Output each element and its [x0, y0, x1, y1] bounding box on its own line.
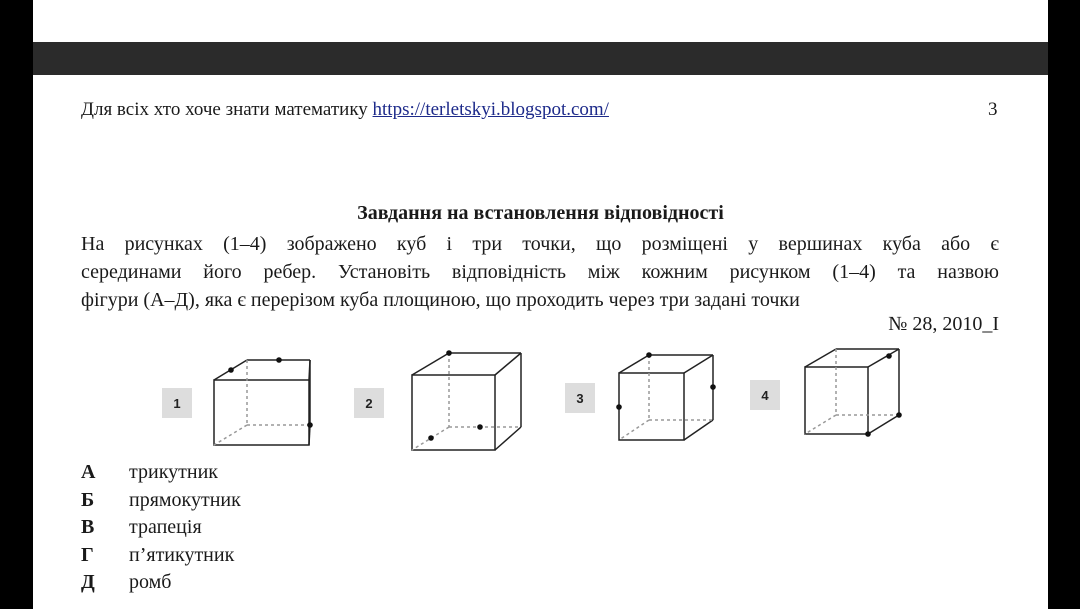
point	[896, 412, 902, 418]
answer-text: трикутник	[129, 461, 218, 483]
figure-label: 3	[576, 391, 584, 406]
point	[228, 367, 234, 373]
source-reference: № 28, 2010_I	[888, 313, 999, 335]
point	[886, 353, 892, 359]
point	[276, 357, 282, 363]
cube-icon	[805, 349, 899, 434]
task-line: серединами його ребер. Установіть відповідність між кожним рисунком (1–4) та назвою	[81, 261, 999, 283]
answer-options	[81, 459, 241, 597]
cube-icon	[412, 353, 521, 450]
answer-text: п’ятикутник	[129, 543, 235, 566]
figure-label: 1	[173, 396, 181, 411]
answer-letter: Б	[81, 488, 95, 511]
figure-label: 2	[365, 396, 373, 411]
figure-3	[565, 352, 716, 440]
point	[428, 435, 434, 441]
point	[616, 404, 622, 410]
point	[646, 352, 652, 358]
answer-option	[81, 569, 241, 597]
page-separator	[33, 42, 1048, 75]
header-text: Для всіх хто хоче знати математику	[81, 99, 368, 120]
point	[865, 431, 871, 437]
task-title: Завдання на встановлення відповідності	[357, 202, 724, 224]
document-page	[33, 75, 1048, 609]
figure-4	[750, 349, 902, 437]
cube-icon	[619, 355, 713, 440]
point	[477, 424, 483, 430]
previous-page-bottom	[33, 0, 1048, 42]
header-link[interactable]: https://terletskyi.blogspot.com/	[372, 99, 609, 120]
figure-label: 4	[761, 388, 769, 403]
answer-text: прямокутник	[129, 488, 241, 511]
answer-letter: Д	[81, 571, 95, 593]
answer-option	[81, 514, 241, 542]
cube-icon	[214, 360, 310, 445]
answer-text: трапеція	[129, 516, 202, 538]
figure-2	[354, 350, 521, 450]
answer-option	[81, 542, 241, 570]
point	[307, 422, 313, 428]
answer-text: ромб	[129, 571, 172, 593]
point	[710, 384, 716, 390]
answer-letter: Г	[81, 543, 94, 566]
figure-1	[162, 357, 313, 445]
answer-option	[81, 459, 241, 487]
answer-option	[81, 487, 241, 515]
task-line: На рисунках (1–4) зображено куб і три точки, що розміщені у вершинах куба або є	[81, 233, 999, 255]
point	[446, 350, 452, 356]
answer-letter: В	[81, 516, 95, 538]
page-number: 3	[988, 99, 998, 120]
task-line: фігури (А–Д), яка є перерізом куба площиною, що проходить через три задані точки	[81, 289, 800, 311]
answer-letter: А	[81, 461, 96, 483]
